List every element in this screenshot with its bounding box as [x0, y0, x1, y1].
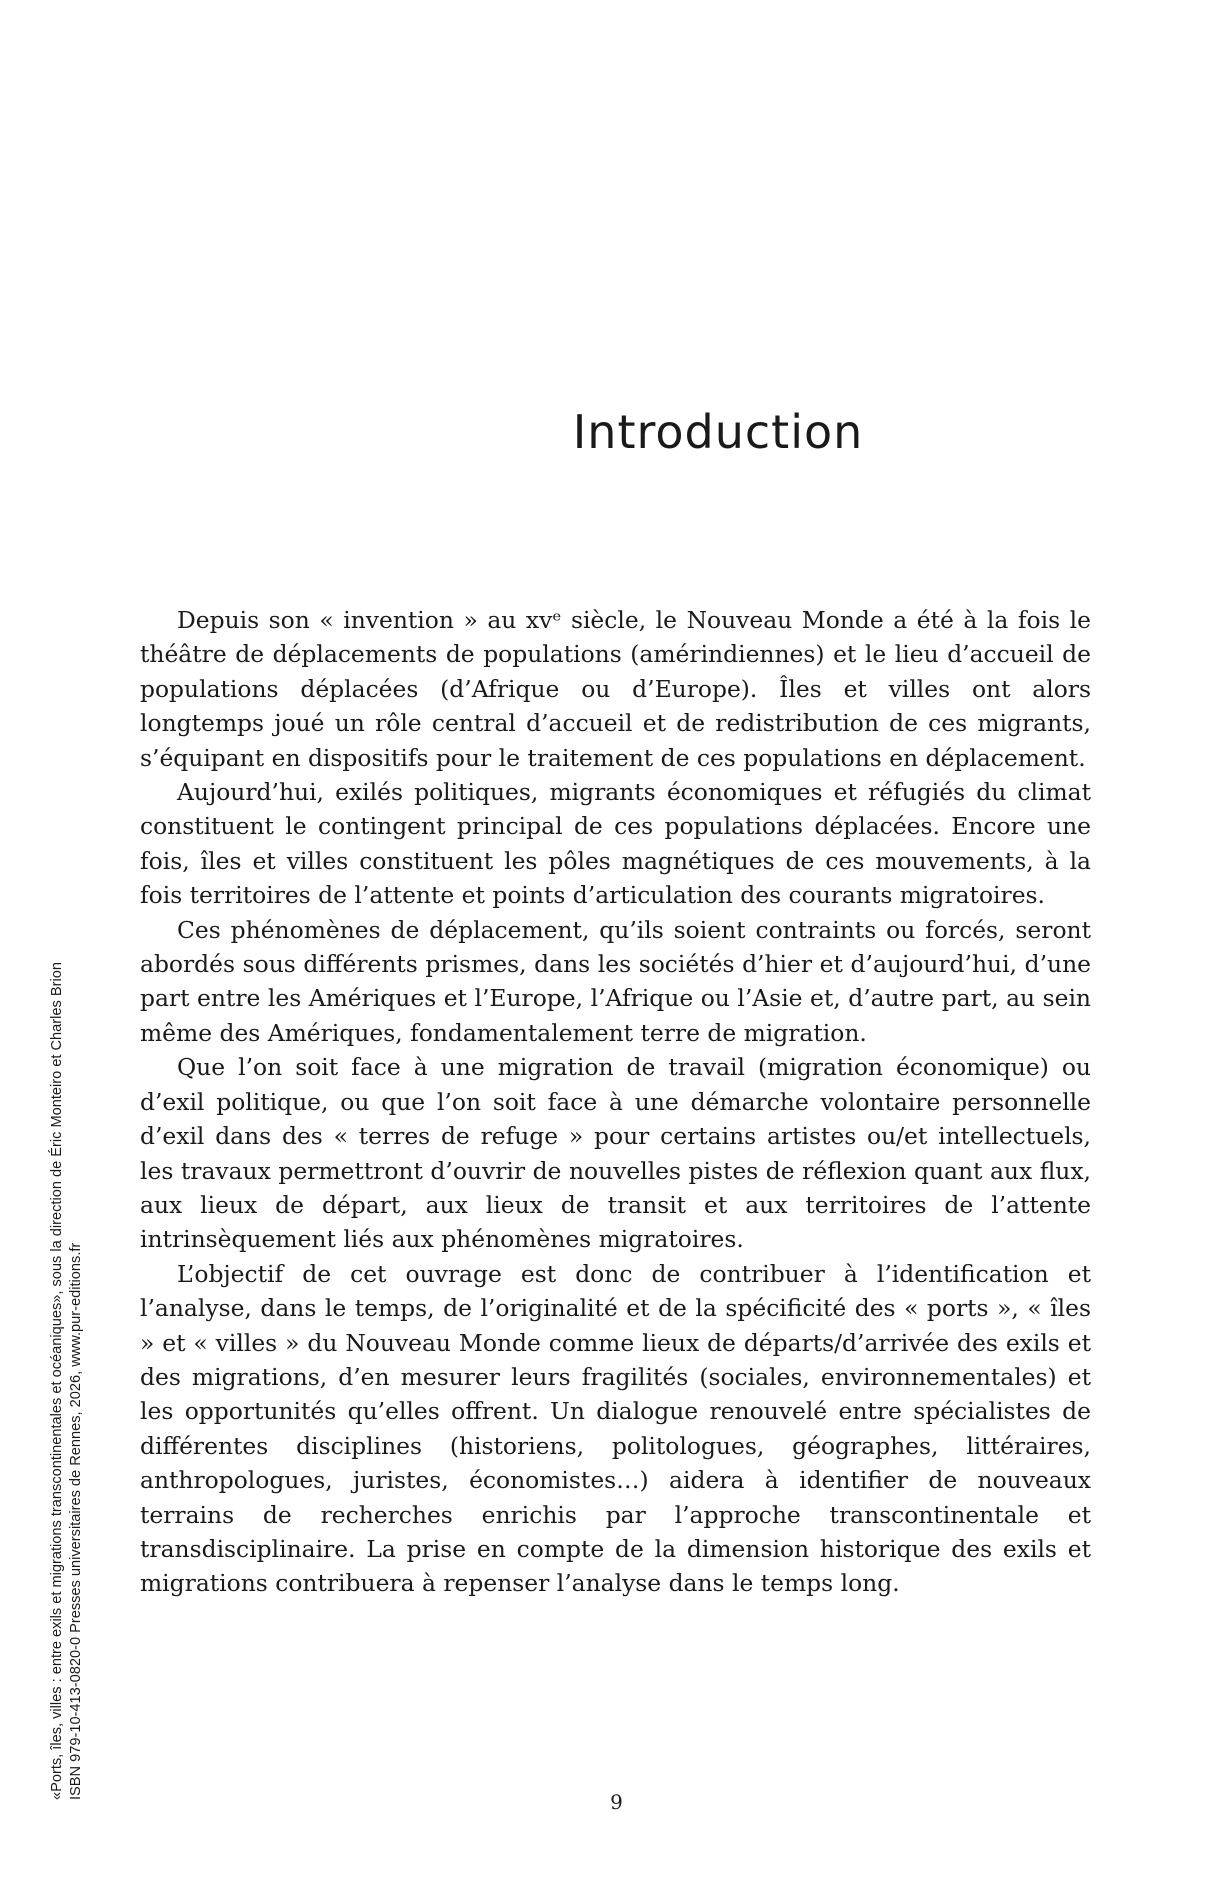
- body-text: [140, 603, 1091, 1601]
- paragraph-3: Ces phénomènes de déplacement, qu’ils soient contraints ou forcés, seront abordés sous différents prismes, dans les sociétés d’hier et d’aujourd’hui, d’une part entre les Amériques et l’Europe, l’Afrique ou l’Asie et, d’autre part, au sein même des Amériques, fondamentalement terre de migration.: [140, 915, 1091, 1047]
- page-title-text: Introduction: [572, 405, 864, 459]
- side-note-line-2: ISBN 979-10-413-0820-0 Presses universitaires de Rennes, 2026, www.pur-editions.fr: [68, 1242, 84, 1800]
- paragraph-1: Depuis son « invention » au xvᵉ siècle, le Nouveau Monde a été à la fois le théâtre de déplacements de populations (amérindiennes) et le lieu d’accueil de populations déplacées (d’Afrique ou d’Europe). Îles et villes ont alors longtemps joué un rôle central d’accueil et de redistribution de ces migrants, s’équipant en dispositifs pour le traitement de ces populations en déplacement.: [140, 606, 1091, 772]
- paragraph-4: Que l’on soit face à une migration de travail (migration économique) ou d’exil politique, ou que l’on soit face à une démarche volontaire personnelle d’exil dans des « terres de refuge » pour certains artistes ou/et intellectuels, les travaux permettront d’ouvrir de nouvelles pistes de réflexion quant aux flux, aux lieux de départ, aux lieux de transit et aux territoires de l’attente intrinsèquement liés aux phénomènes migratoires.: [140, 1053, 1091, 1254]
- paragraph-5: L’objectif de cet ouvrage est donc de contribuer à l’identification et l’analyse, dans le temps, de l’originalité et de la spécificité des « ports », « îles » et « villes » du Nouveau Monde comme lieux de départs/d’arrivée des exils et des migrations, d’en mesurer leurs fragilités (sociales, environnementales) et les opportunités qu’elles offrent. Un dialogue renouvelé entre spécialistes de différentes disciplines (historiens, politologues, géographes, littéraires, anthropologues, juristes, économistes…) aidera à identifier de nouveaux terrains de recherches enrichis par l’approche transcontinentale et transdisciplinaire. La prise en compte de la dimension historique des exils et migrations contribuera à repenser l’analyse dans le temps long.: [140, 1259, 1091, 1598]
- page-title: [0, 405, 1221, 459]
- page-number: [0, 1790, 1221, 1814]
- page-number-text: 9: [610, 1790, 623, 1814]
- paragraph-2: Aujourd’hui, exilés politiques, migrants économiques et réfugiés du climat constituent le contingent principal de ces populations déplacées. Encore une fois, îles et villes constituent les pôles magnétiques de ces mouvements, à la fois territoires de l’attente et points d’articulation des courants migratoires.: [140, 778, 1091, 910]
- side-note-line-1: «Ports, îles, villes : entre exils et migrations transcontinentales et océaniques», sous la direction de Éric Monteiro et Charles Brion: [49, 962, 65, 1800]
- copyright-side-note: [48, 840, 86, 1800]
